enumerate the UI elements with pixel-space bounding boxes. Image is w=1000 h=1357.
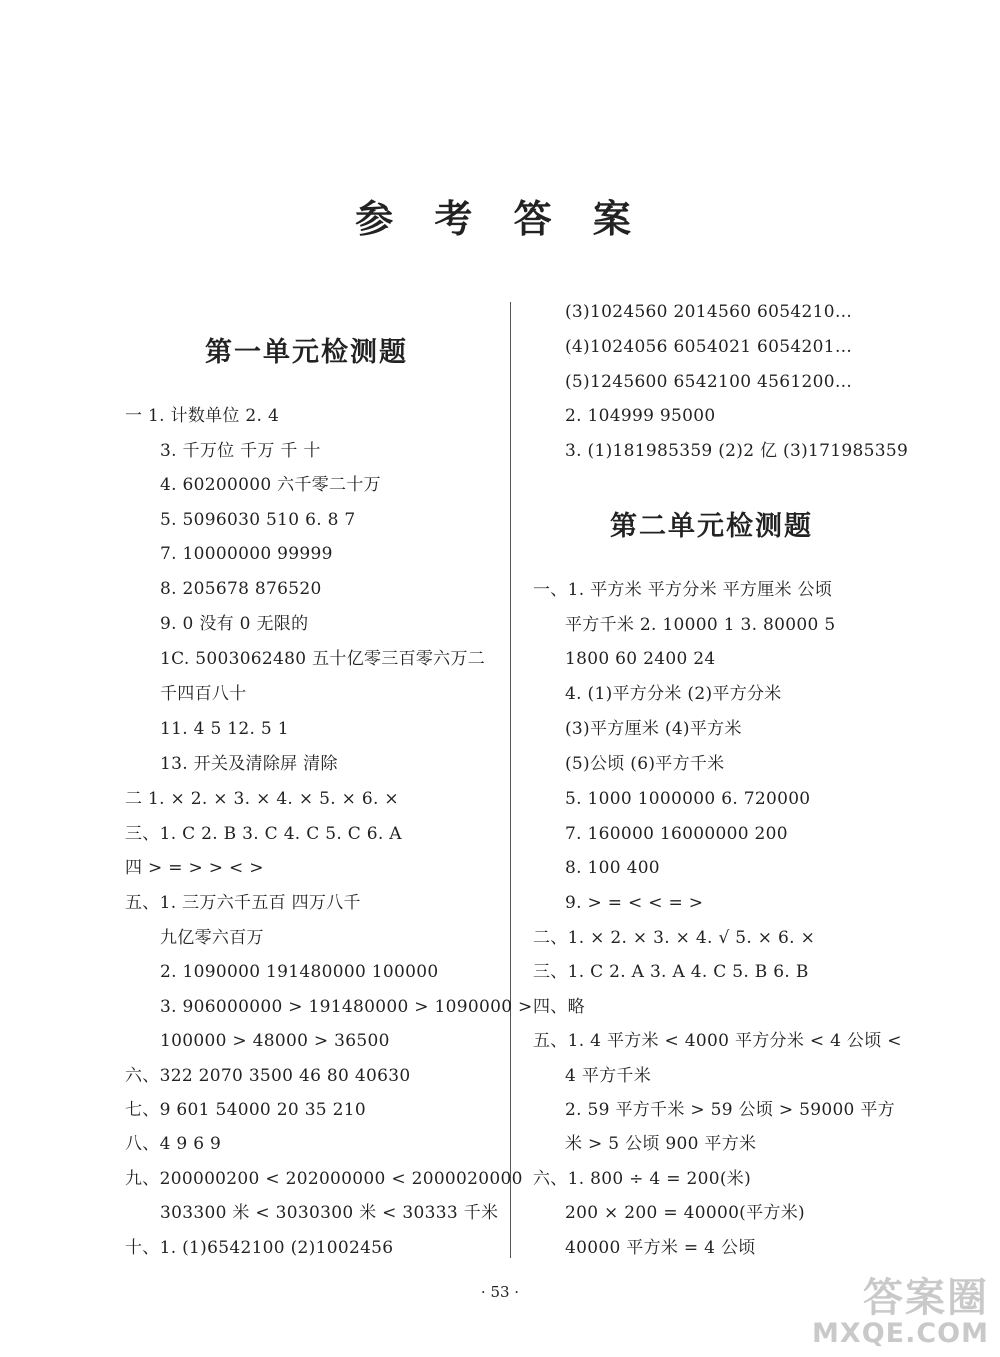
answer-line: 五、1. 4 平方米 < 4000 平方分米 < 4 公顷 < — [533, 1031, 902, 1051]
answer-line: 五、1. 三万六千五百 四万八千 — [125, 893, 361, 913]
answer-line: 4. 60200000 六千零二十万 — [160, 475, 381, 495]
answer-line: 米 > 5 公顷 900 平方米 — [565, 1134, 757, 1154]
answer-line: 100000 > 48000 > 36500 — [160, 1031, 390, 1051]
answer-line: 3. (1)181985359 (2)2 亿 (3)171985359 — [565, 441, 909, 461]
answer-line: 1800 60 2400 24 — [565, 649, 716, 669]
answer-line: 5. 1000 1000000 6. 720000 — [565, 789, 811, 809]
answer-line: (3)1024560 2014560 6054210… — [565, 302, 853, 322]
answer-line: 4 平方千米 — [565, 1066, 652, 1086]
answer-line: (5)公顷 (6)平方千米 — [565, 754, 725, 774]
answer-line: 8. 100 400 — [565, 858, 660, 878]
answer-line: 九亿零六百万 — [160, 928, 264, 948]
answer-line: 七、9 601 54000 20 35 210 — [125, 1100, 366, 1120]
answer-line: 1C. 5003062480 五十亿零三百零六万二 — [160, 649, 486, 669]
answer-line: 一 1. 计数单位 2. 4 — [125, 406, 280, 426]
answer-line: 4. (1)平方分米 (2)平方分米 — [565, 684, 782, 704]
section-title-unit-1: 第一单元检测题 — [205, 337, 408, 368]
watermark-text: 答案圈 — [863, 1275, 989, 1321]
answer-line: 六、322 2070 3500 46 80 40630 — [125, 1066, 411, 1086]
section-title-unit-2: 第二单元检测题 — [610, 511, 813, 542]
answer-line: 二 1. × 2. × 3. × 4. × 5. × 6. × — [125, 789, 399, 809]
answer-line: 5. 5096030 510 6. 8 7 — [160, 510, 356, 530]
page-title: 参 考 答 案 — [355, 196, 645, 241]
answer-line: 一、1. 平方米 平方分米 平方厘米 公顷 — [533, 580, 833, 600]
answer-line: 二、1. × 2. × 3. × 4. √ 5. × 6. × — [533, 928, 816, 948]
answer-line: 13. 开关及清除屏 清除 — [160, 754, 338, 774]
answer-line: 3. 906000000 > 191480000 > 1090000 > — [160, 997, 533, 1017]
column-divider — [510, 302, 511, 1258]
answer-line: 九、200000200 < 202000000 < 2000020000 — [125, 1169, 523, 1189]
answer-line: 40000 平方米 = 4 公顷 — [565, 1238, 756, 1258]
answer-line: (5)1245600 6542100 4561200… — [565, 372, 853, 392]
answer-line: 2. 59 平方千米 > 59 公顷 > 59000 平方 — [565, 1100, 895, 1120]
answer-line: 千四百八十 — [160, 684, 247, 704]
answer-line: 2. 1090000 191480000 100000 — [160, 962, 439, 982]
answer-line: 8. 205678 876520 — [160, 579, 322, 599]
answer-line: 三、1. C 2. B 3. C 4. C 5. C 6. A — [125, 824, 402, 844]
answer-line: 200 × 200 = 40000(平方米) — [565, 1203, 805, 1223]
answer-line: (4)1024056 6054021 6054201… — [565, 337, 853, 357]
answer-line: 八、4 9 6 9 — [125, 1134, 222, 1154]
answer-line: 7. 160000 16000000 200 — [565, 824, 788, 844]
page-number: · 53 · — [480, 1283, 520, 1301]
answer-line: 六、1. 800 ÷ 4 = 200(米) — [533, 1169, 752, 1189]
answer-line: 3. 千万位 千万 千 十 — [160, 441, 321, 461]
answer-line: 9. 0 没有 0 无限的 — [160, 614, 309, 634]
answer-line: 平方千米 2. 10000 1 3. 80000 5 — [565, 615, 836, 635]
watermark-logo — [812, 1266, 993, 1352]
answer-line: (3)平方厘米 (4)平方米 — [565, 719, 742, 739]
answer-line: 三、1. C 2. A 3. A 4. C 5. B 6. B — [533, 962, 809, 982]
answer-line: 四 > = > > < > — [125, 858, 264, 878]
answer-line: 11. 4 5 12. 5 1 — [160, 719, 289, 739]
answer-line: 十、1. (1)6542100 (2)1002456 — [125, 1238, 394, 1258]
answer-line: 7. 10000000 99999 — [160, 544, 333, 564]
watermark-domain: MXQE.COM — [812, 1318, 989, 1349]
answer-line: 303300 米 < 3030300 米 < 30333 千米 — [160, 1203, 499, 1223]
answer-line: 9. > = < < = > — [565, 893, 704, 913]
answer-line: 四、略 — [533, 997, 585, 1017]
answer-line: 2. 104999 95000 — [565, 406, 716, 426]
